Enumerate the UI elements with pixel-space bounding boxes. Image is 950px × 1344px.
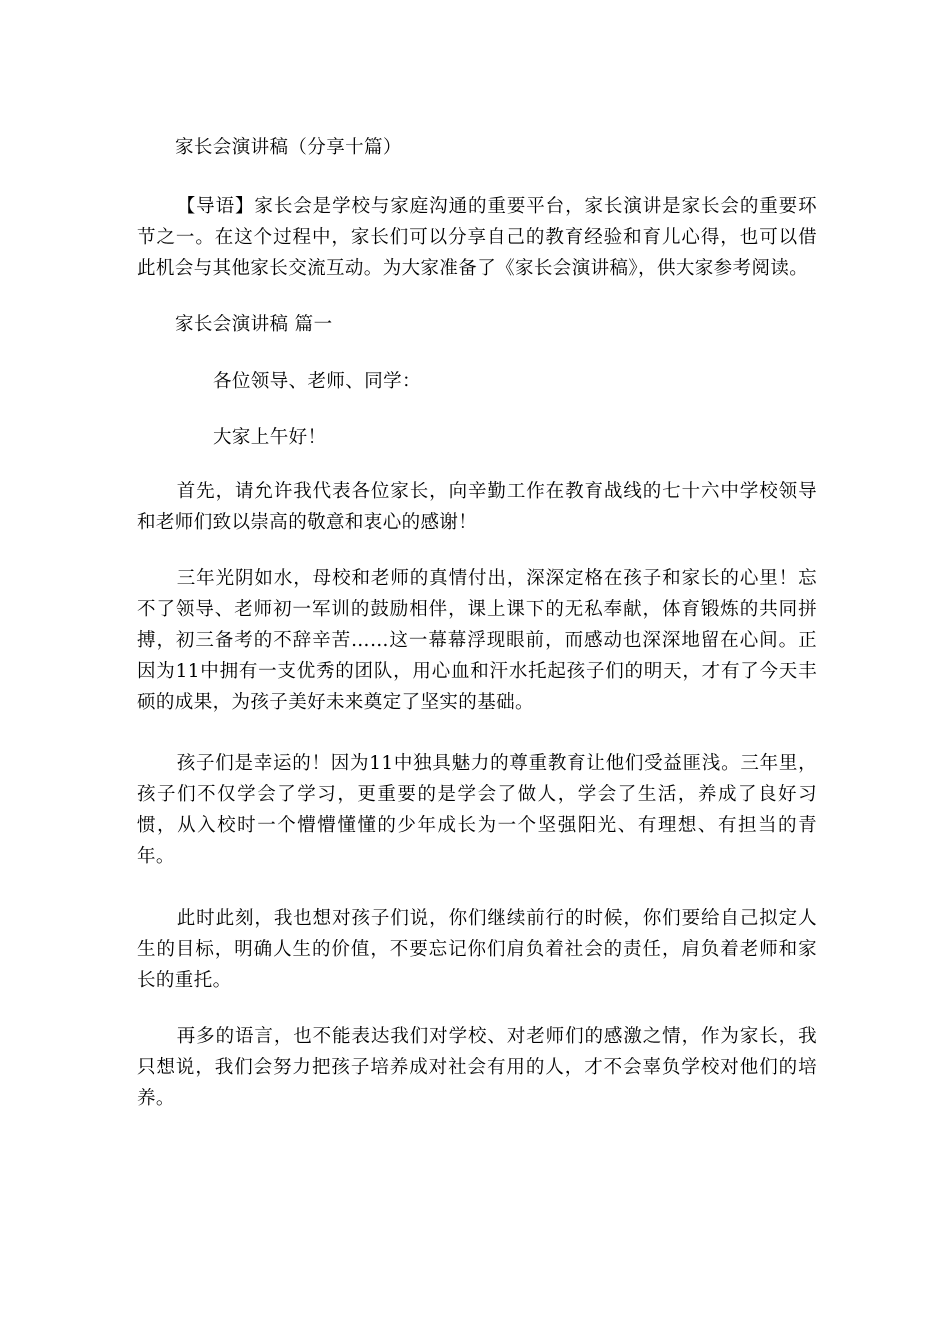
body-paragraph-3: 孩子们是幸运的！因为11中独具魅力的尊重教育让他们受益匪浅。三年里，孩子们不仅学会了学习，更重要的是学会了做人，学会了生活，养成了良好习惯，从入校时一个懵懵懂懂的少年成长为一个坚强阳光、有理想、有担当的青年。	[137, 753, 817, 867]
body-paragraph-2: 三年光阴如水，母校和老师的真情付出，深深定格在孩子和家长的心里！忘不了领导、老师初一军训的鼓励相伴，课上课下的无私奉献，体育锻炼的共同拼搏，初三备考的不辞辛苦……这一幕幕浮现眼前，而感动也深深地留在心间。正因为11中拥有一支优秀的团队，用心血和汗水托起孩子们的明天，才有了今天丰硕的成果，为孩子美好未来奠定了坚实的基础。	[137, 568, 817, 713]
intro-paragraph: 【导语】家长会是学校与家庭沟通的重要平台，家长演讲是家长会的重要环节之一。在这个过程中，家长们可以分享自己的教育经验和育儿心得，也可以借此机会与其他家长交流互动。为大家准备了《家长会演讲稿》，供大家参考阅读。	[137, 196, 817, 279]
body-paragraph-4: 此时此刻，我也想对孩子们说，你们继续前行的时候，你们要给自己拟定人生的目标，明确人生的价值，不要忘记你们肩负着社会的责任，肩负着老师和家长的重托。	[137, 908, 817, 991]
body-paragraph-1: 首先，请允许我代表各位家长，向辛勤工作在教育战线的七十六中学校领导和老师们致以崇高的敬意和衷心的感谢！	[137, 481, 817, 533]
greeting: 大家上午好！	[213, 427, 327, 448]
body-paragraph-5: 再多的语言，也不能表达我们对学校、对老师们的感激之情，作为家长，我只想说，我们会努力把孩子培养成对社会有用的人，才不会辜负学校对他们的培养。	[137, 1026, 817, 1109]
document-title: 家长会演讲稿（分享十篇）	[175, 137, 402, 158]
section-heading: 家长会演讲稿 篇一	[175, 314, 333, 335]
salutation: 各位领导、老师、同学：	[213, 371, 421, 392]
